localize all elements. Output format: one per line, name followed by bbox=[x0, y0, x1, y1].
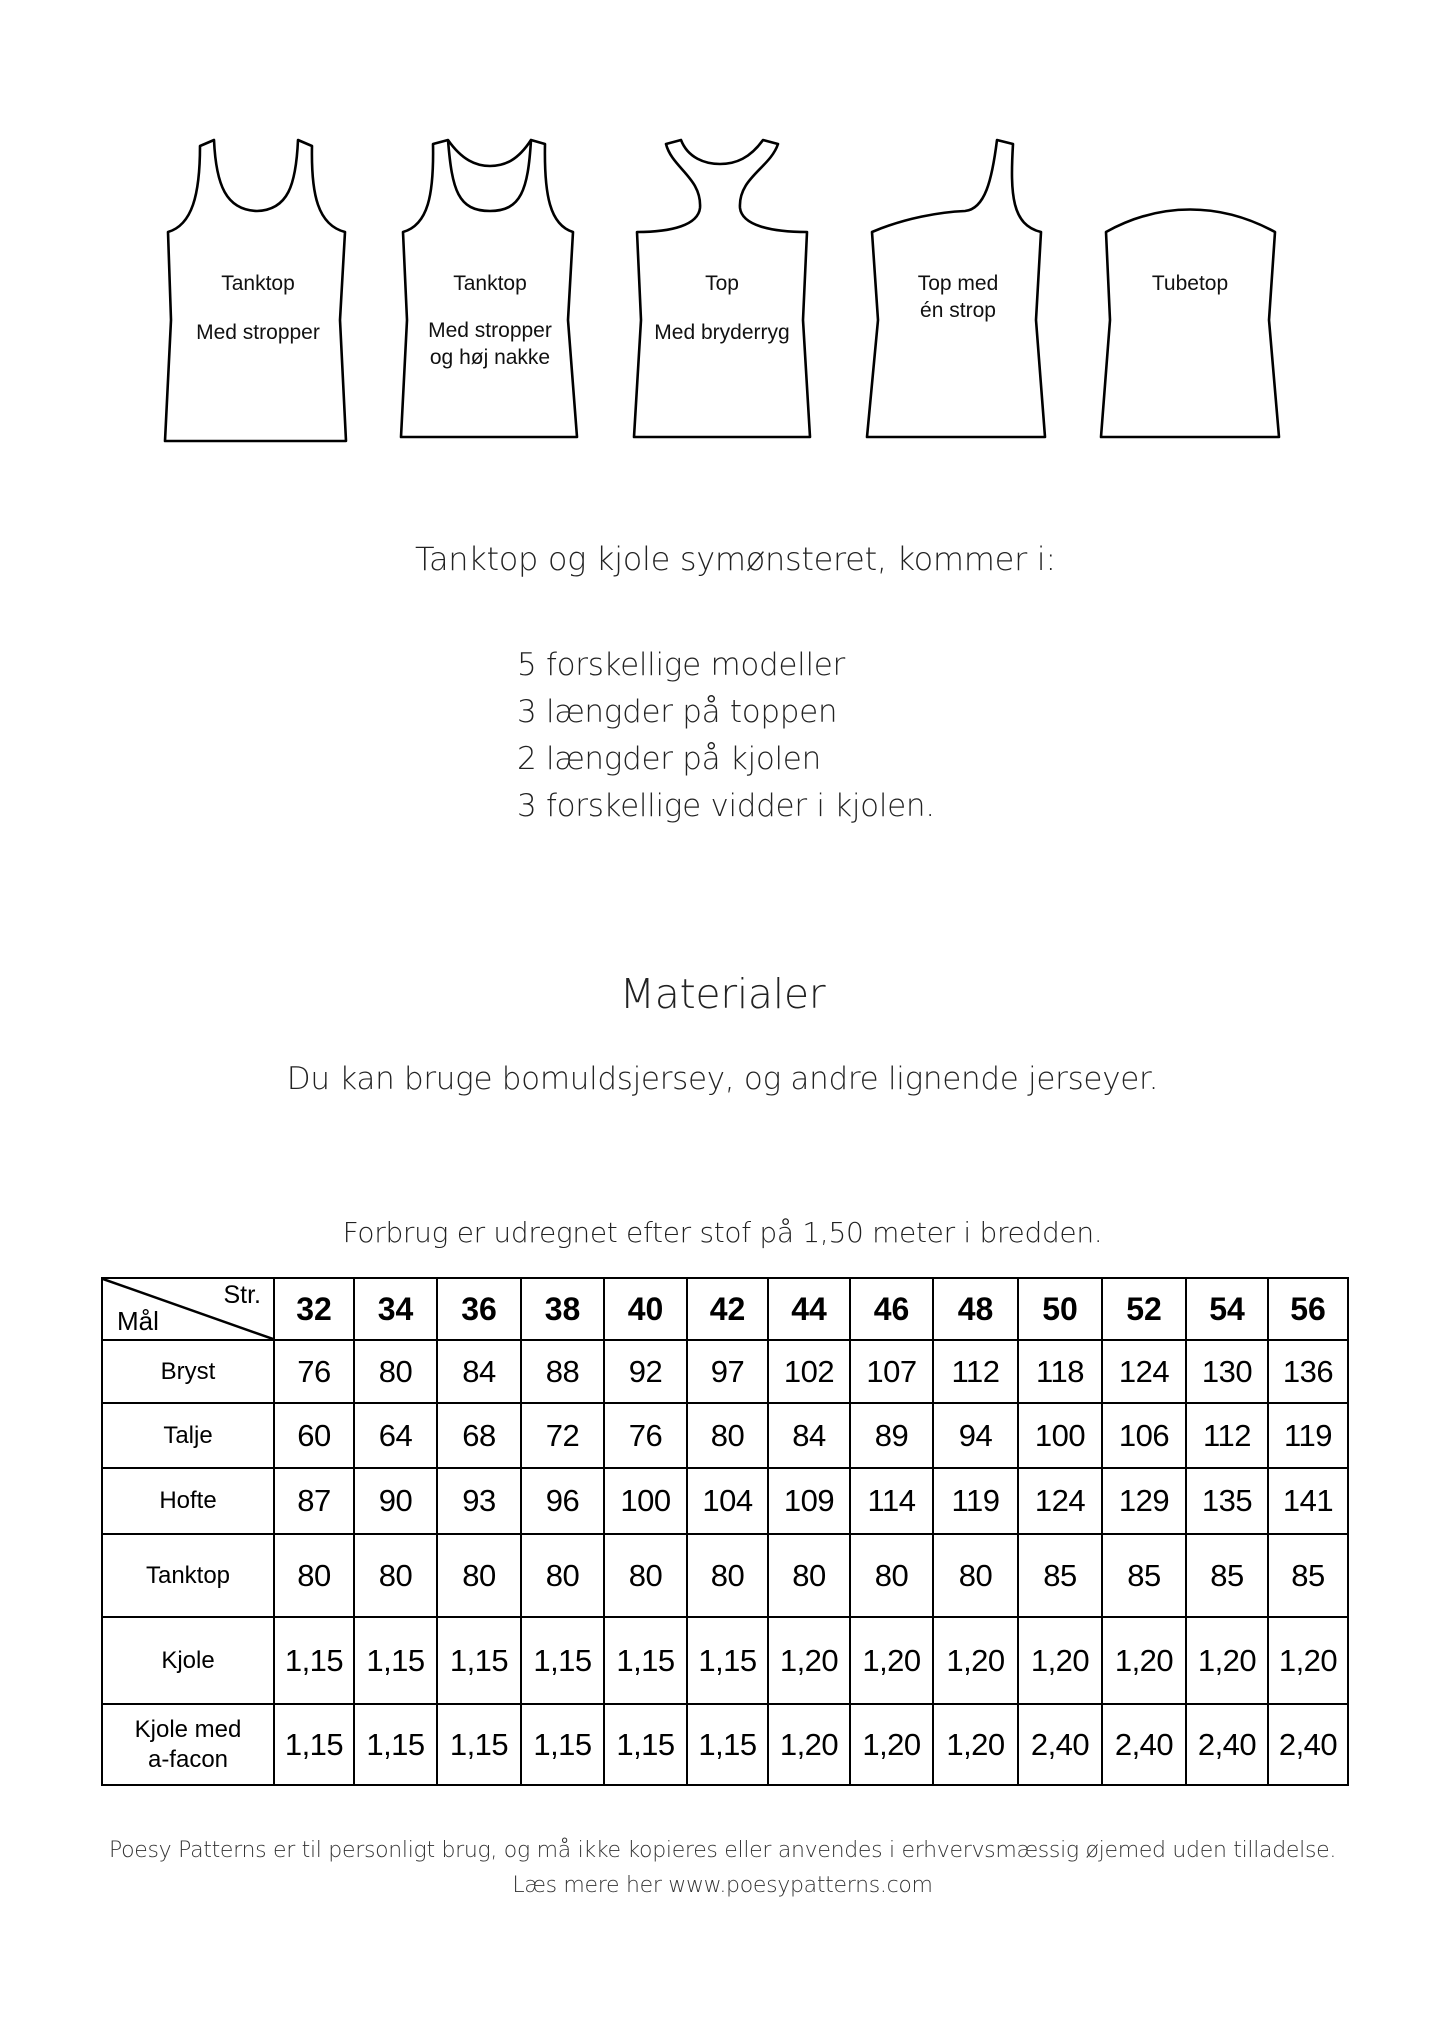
table-cell: 80 bbox=[437, 1534, 521, 1617]
table-cell: 107 bbox=[850, 1340, 933, 1403]
table-cell: 80 bbox=[354, 1534, 437, 1617]
materials-title: Materialer bbox=[619, 970, 826, 1018]
row-label bbox=[102, 1340, 274, 1403]
intro-heading: Tanktop og kjole symønsteret, kommer i: bbox=[415, 540, 1056, 578]
garment-label-5 bbox=[1106, 270, 1274, 297]
garment-label-4 bbox=[875, 270, 1041, 324]
size-header: 42 bbox=[687, 1278, 768, 1340]
table-cell: 130 bbox=[1186, 1340, 1268, 1403]
table-cell: 1,20 bbox=[850, 1617, 933, 1704]
corner-cell bbox=[102, 1278, 274, 1340]
table-cell: 135 bbox=[1186, 1468, 1268, 1534]
table-cell: 1,20 bbox=[1186, 1617, 1268, 1704]
tube-top-icon bbox=[1101, 210, 1279, 438]
size-header: 48 bbox=[933, 1278, 1018, 1340]
row-label bbox=[102, 1534, 274, 1617]
table-cell: 97 bbox=[687, 1340, 768, 1403]
size-header: 46 bbox=[850, 1278, 933, 1340]
table-cell: 112 bbox=[933, 1340, 1018, 1403]
table-cell: 119 bbox=[933, 1468, 1018, 1534]
table-cell: 100 bbox=[1018, 1403, 1102, 1468]
size-header: 36 bbox=[437, 1278, 521, 1340]
table-cell: 141 bbox=[1268, 1468, 1348, 1534]
table-cell: 1,15 bbox=[437, 1617, 521, 1704]
table-cell: 1,20 bbox=[933, 1704, 1018, 1785]
table-cell: 118 bbox=[1018, 1340, 1102, 1403]
garment-subtitle: Med stropper bbox=[428, 319, 552, 342]
table-cell: 136 bbox=[1268, 1340, 1348, 1403]
garment-subtitle: én strop bbox=[920, 299, 996, 322]
table-cell: 85 bbox=[1102, 1534, 1186, 1617]
row-label-line: a-facon bbox=[147, 1745, 229, 1773]
table-cell: 1,15 bbox=[604, 1617, 687, 1704]
size-header: 32 bbox=[274, 1278, 354, 1340]
row-label-line: Hofte bbox=[159, 1487, 217, 1514]
variant-item: 5 forskellige modeller bbox=[517, 647, 845, 683]
table-cell: 80 bbox=[768, 1534, 850, 1617]
row-label-line: Tanktop bbox=[145, 1561, 231, 1589]
table-cell: 1,15 bbox=[521, 1617, 604, 1704]
table-cell: 114 bbox=[850, 1468, 933, 1534]
corner-size-label: Str. bbox=[223, 1281, 261, 1309]
size-header: 52 bbox=[1102, 1278, 1186, 1340]
website-link[interactable]: Læs mere her www.poesypatterns.com bbox=[512, 1873, 933, 1898]
table-cell: 96 bbox=[521, 1468, 604, 1534]
garment-title: Tanktop bbox=[453, 272, 527, 295]
fabric-note: Forbrug er udregnet efter stof på 1,50 meter i bredden. bbox=[342, 1216, 1103, 1249]
table-row bbox=[102, 1534, 1348, 1617]
table-row bbox=[102, 1340, 1348, 1403]
variant-item: 3 længder på toppen bbox=[517, 694, 838, 730]
table-row bbox=[102, 1617, 1348, 1704]
table-cell: 80 bbox=[687, 1403, 768, 1468]
corner-measure-label: Mål bbox=[117, 1306, 159, 1336]
size-table bbox=[101, 1277, 1349, 1786]
table-cell: 1,20 bbox=[933, 1617, 1018, 1704]
table-cell: 1,15 bbox=[437, 1704, 521, 1785]
table-cell: 1,20 bbox=[768, 1617, 850, 1704]
garment-title: Tubetop bbox=[1151, 272, 1229, 295]
table-cell: 80 bbox=[933, 1534, 1018, 1617]
table-cell: 2,40 bbox=[1186, 1704, 1268, 1785]
row-label-line: Kjole med bbox=[134, 1715, 242, 1743]
table-cell: 112 bbox=[1186, 1403, 1268, 1468]
table-cell: 60 bbox=[274, 1403, 354, 1468]
table-row bbox=[102, 1468, 1348, 1534]
variant-list bbox=[517, 642, 935, 830]
table-cell: 102 bbox=[768, 1340, 850, 1403]
table-cell: 104 bbox=[687, 1468, 768, 1534]
table-cell: 80 bbox=[521, 1534, 604, 1617]
materials-text: Du kan bruge bomuldsjersey, og andre lignende jerseyer. bbox=[286, 1061, 1159, 1097]
table-cell: 94 bbox=[933, 1403, 1018, 1468]
table-cell: 1,15 bbox=[354, 1704, 437, 1785]
table-cell: 1,20 bbox=[1018, 1617, 1102, 1704]
table-cell: 87 bbox=[274, 1468, 354, 1534]
table-cell: 1,15 bbox=[521, 1704, 604, 1785]
garment-label-3 bbox=[638, 270, 806, 346]
size-header: 38 bbox=[521, 1278, 604, 1340]
table-cell: 76 bbox=[274, 1340, 354, 1403]
table-cell: 124 bbox=[1102, 1340, 1186, 1403]
row-label bbox=[102, 1403, 274, 1468]
table-cell: 84 bbox=[768, 1403, 850, 1468]
garment-subtitle: Med stropper bbox=[196, 321, 320, 344]
table-cell: 80 bbox=[850, 1534, 933, 1617]
size-header-row bbox=[102, 1278, 1348, 1340]
variant-item: 2 længder på kjolen bbox=[517, 741, 821, 777]
size-header: 56 bbox=[1268, 1278, 1348, 1340]
table-cell: 1,20 bbox=[1102, 1617, 1186, 1704]
table-cell: 68 bbox=[437, 1403, 521, 1468]
garment-label-1 bbox=[172, 270, 344, 346]
table-cell: 2,40 bbox=[1102, 1704, 1186, 1785]
row-label-line: Kjole bbox=[161, 1646, 215, 1674]
table-cell: 90 bbox=[354, 1468, 437, 1534]
table-cell: 2,40 bbox=[1268, 1704, 1348, 1785]
table-cell: 119 bbox=[1268, 1403, 1348, 1468]
copyright-notice: Poesy Patterns er til personligt brug, og må ikke kopieres eller anvendes i erhvervsmæssig øjemed uden tilladelse. bbox=[108, 1838, 1337, 1863]
table-cell: 92 bbox=[604, 1340, 687, 1403]
table-cell: 80 bbox=[604, 1534, 687, 1617]
table-cell: 80 bbox=[274, 1534, 354, 1617]
table-cell: 1,15 bbox=[604, 1704, 687, 1785]
table-cell: 129 bbox=[1102, 1468, 1186, 1534]
table-cell: 1,15 bbox=[274, 1617, 354, 1704]
table-cell: 64 bbox=[354, 1403, 437, 1468]
table-cell: 80 bbox=[687, 1534, 768, 1617]
row-label-line: Talje bbox=[163, 1421, 213, 1449]
table-cell: 85 bbox=[1268, 1534, 1348, 1617]
table-cell: 80 bbox=[354, 1340, 437, 1403]
variant-item: 3 forskellige vidder i kjolen. bbox=[517, 788, 935, 824]
size-header: 40 bbox=[604, 1278, 687, 1340]
table-cell: 93 bbox=[437, 1468, 521, 1534]
row-label bbox=[102, 1617, 274, 1704]
table-cell: 1,20 bbox=[768, 1704, 850, 1785]
row-label bbox=[102, 1704, 274, 1785]
table-cell: 1,15 bbox=[687, 1704, 768, 1785]
row-label bbox=[102, 1468, 274, 1534]
garment-title: Top med bbox=[917, 272, 999, 295]
table-cell: 100 bbox=[604, 1468, 687, 1534]
table-cell: 76 bbox=[604, 1403, 687, 1468]
table-cell: 1,15 bbox=[354, 1617, 437, 1704]
table-cell: 109 bbox=[768, 1468, 850, 1534]
size-header: 50 bbox=[1018, 1278, 1102, 1340]
size-header: 34 bbox=[354, 1278, 437, 1340]
garment-subtitle: Med bryderryg bbox=[654, 321, 790, 344]
garment-title: Top bbox=[705, 272, 739, 295]
garment-label-2 bbox=[405, 270, 575, 371]
table-cell: 1,20 bbox=[850, 1704, 933, 1785]
table-cell: 1,20 bbox=[1268, 1617, 1348, 1704]
table-cell: 88 bbox=[521, 1340, 604, 1403]
table-cell: 85 bbox=[1186, 1534, 1268, 1617]
table-cell: 89 bbox=[850, 1403, 933, 1468]
table-row bbox=[102, 1704, 1348, 1785]
row-label-line: Bryst bbox=[160, 1357, 216, 1385]
table-cell: 84 bbox=[437, 1340, 521, 1403]
garment-illustrations bbox=[0, 0, 1445, 470]
table-cell: 106 bbox=[1102, 1403, 1186, 1468]
size-header: 44 bbox=[768, 1278, 850, 1340]
table-cell: 124 bbox=[1018, 1468, 1102, 1534]
table-cell: 85 bbox=[1018, 1534, 1102, 1617]
table-cell: 2,40 bbox=[1018, 1704, 1102, 1785]
table-row bbox=[102, 1403, 1348, 1468]
table-cell: 1,15 bbox=[687, 1617, 768, 1704]
garment-subtitle-2: og høj nakke bbox=[429, 346, 551, 369]
table-cell: 72 bbox=[521, 1403, 604, 1468]
table-cell: 1,15 bbox=[274, 1704, 354, 1785]
size-header: 54 bbox=[1186, 1278, 1268, 1340]
garment-title: Tanktop bbox=[221, 272, 295, 295]
